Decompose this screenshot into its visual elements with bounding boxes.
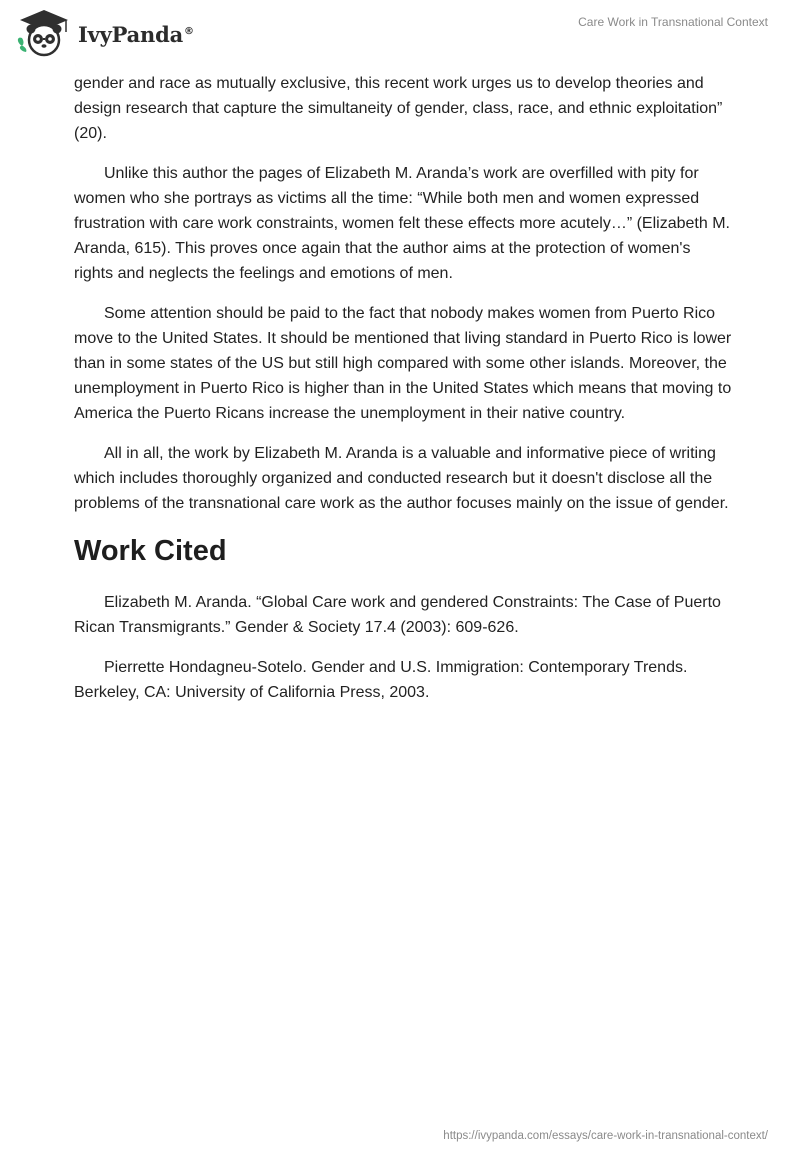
- ivypanda-logo[interactable]: [14, 8, 194, 58]
- page-header: [0, 0, 800, 70]
- paragraph: All in all, the work by Elizabeth M. Aranda is a valuable and informative piece of writing which includes thoroughly organized and conducted research but it doesn't disclose all the problems of the transnational care work as the author focuses mainly on the issue of gender.: [74, 444, 729, 513]
- brand-name: IvyPanda®: [78, 21, 194, 47]
- citation-entry: Pierrette Hondagneu-Sotelo. Gender and U.S. Immigration: Contemporary Trends. Berkeley, CA: University of California Press, 2003.: [74, 658, 688, 701]
- panda-graduate-icon: [14, 8, 74, 58]
- paragraph: Unlike this author the pages of Elizabeth M. Aranda’s work are overfilled with pity for women who she portrays as victims all the time: “While both men and women expressed frustration with care work constraints, women felt these effects more acutely…” (Elizabeth M. Aranda, 615). This proves once again that the author aims at the protection of women's rights and neglects the feelings and emotions of men.: [74, 164, 730, 283]
- paragraph: Some attention should be paid to the fact that nobody makes women from Puerto Rico move to the United States. It should be mentioned that living standard in Puerto Rico is lower than in some states of the US but still high compared with some other islands. Moreover, the unemployment in Puerto Rico is higher than in the United States which means that moving to America the Puerto Ricans increase the unemployment in their native country.: [74, 304, 732, 423]
- works-cited-heading: Work Cited: [74, 535, 227, 568]
- document-title: Care Work in Transnational Context: [578, 15, 768, 29]
- source-url[interactable]: https://ivypanda.com/essays/care-work-in-transnational-context/: [443, 1130, 768, 1142]
- registered-mark: ®: [184, 25, 194, 37]
- citation-entry: Elizabeth M. Aranda. “Global Care work and gendered Constraints: The Case of Puerto Rican Transmigrants.” Gender & Society 17.4 (2003): 609-626.: [74, 594, 721, 637]
- essay-body: [74, 71, 734, 719]
- paragraph: gender and race as mutually exclusive, this recent work urges us to develop theories and design research that capture the simultaneity of gender, class, race, and ethnic exploitation” (20).: [74, 75, 723, 143]
